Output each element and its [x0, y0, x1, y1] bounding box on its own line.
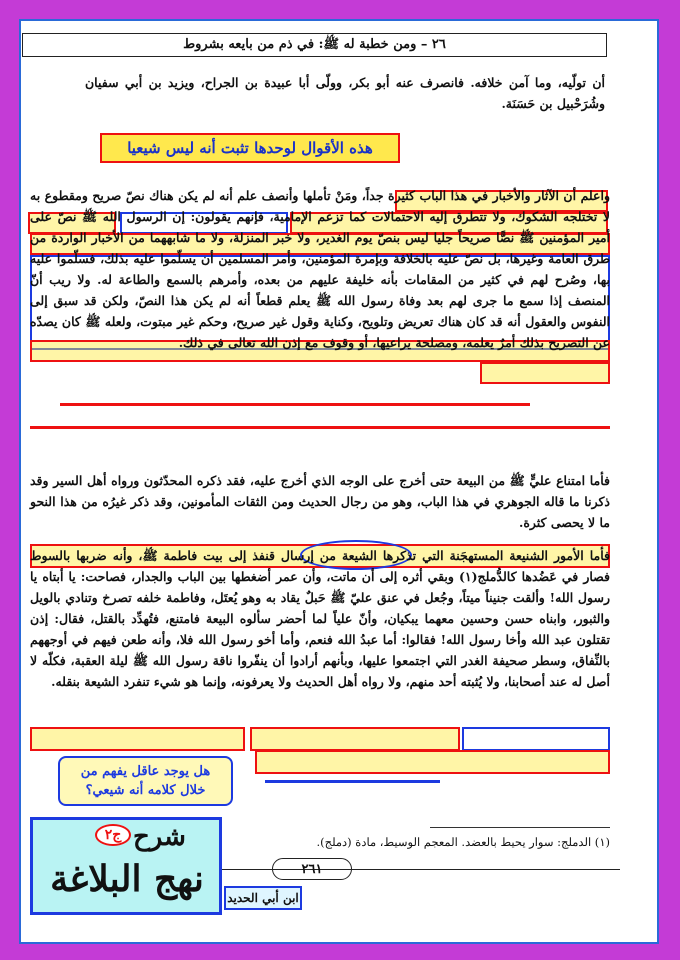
bubble-line-1: هل يوجد عاقل يفهم من: [80, 764, 211, 779]
highlight-box-13: [255, 750, 610, 774]
underline-2: [30, 426, 610, 429]
highlight-box-11: [462, 727, 610, 751]
paragraph-1: أن تولّيه، وما آمن خلافه. فانصرف عنه أبو بكر، وولّى أبا عبيدة بن الجراح، ويزيد بن أبي سفيان وشُرَحْبيل بن حَسَنَة.: [85, 75, 605, 111]
page-header: [22, 33, 607, 57]
underline-1: [60, 403, 530, 406]
underline-3: [265, 780, 440, 783]
highlight-box-10: [250, 727, 460, 751]
note-text: هذه الأقوال لوحدها تثبت أنه ليس شيعيا: [127, 139, 373, 157]
logo-word-sharh: شرح: [133, 822, 186, 852]
logo-title: نهج البلاغة: [50, 858, 204, 900]
bubble-line-2: خلال كلامه أنه شيعي؟: [85, 783, 206, 798]
paragraph-4: فأما الأمور الشنيعة المستهجَنة التي تذكرها الشيعة من إرسال قنفذ إلى بيت فاطمة ﷺ، وأنه ضربها بالسوط فصار في عَضُدها كالدُّملج(١) وبقي أثره إلى أن ماتت، وأن عمر أضغطها بين الباب والجدار، فصاحت: يا أبتاه يا رسول الله! وألقت جنيناً ميتاً، وجُعل في عنق عليّ ﷺ حَبلٌ يقاد به وهو يُعتَل، وفاطمة خلفه تصرخ وتنادي بالويل والثبور، وابناه حسن وحسين معهما يبكيان، وأنّ علياً لما أحضر سألوه البيعة فامتنع، فتُهدِّد بالقتل، فقال: إذن تقتلون عبد الله وأخا رسول الله! فقالوا: أما عبدُ الله فنعم، وأما أخو رسول الله فلا، وأنه طعن فيهم في أوجههم بالنِّفاق، وسطر صحيفة الغدر التي اجتمعوا عليها، وبأنهم أرادوا أن ينفّروا ناقة رسول الله ﷺ ليلة العقبة، فكلّه لا أصل له عند أصحابنا، ولا يُثبته أحد منهم، ولا رواه أهل الحديث ولا يعرفونه، وإنما هو شيء تنفرد الشيعة بنقله.: [30, 548, 610, 689]
footnote-divider: [430, 827, 610, 828]
highlight-box-8: [480, 362, 610, 384]
note-box: [100, 133, 400, 163]
highlight-box-12: [30, 727, 245, 751]
page-number: ٢٦١: [272, 858, 352, 880]
author-label: ابن أبي الحديد: [224, 886, 302, 910]
paragraph-3: فأما امتناع عليٍّ ﷺ من البيعة حتى أخرج على الوجه الذي أخرج عليه، فقد ذكره المحدّثون ورواه أهل السير وقد ذكرنا ما قاله الجوهري في هذا الباب، وهو من رجال الحديث ومن الثقات المأمونين، وقد ذكر غيرُه من هذا النحو ما لا يحصى كثرة.: [30, 473, 610, 530]
footnote: (١) الدملج: سوار يحيط بالعضد. المعجم الوسيط، مادة (دملج).: [316, 835, 610, 849]
comment-bubble: [58, 756, 233, 806]
book-logo: [30, 817, 222, 915]
volume-badge: ج٢: [95, 824, 131, 846]
paragraph-2: واعلم أن الآثار والأخبار في هذا الباب كثيرة جداً، ومَنْ تأملها وأنصف علم أنه لم يكن هناك نصّ صريح ومقطوع به لا تختلجه الشكوك، ولا تتطرق إليه الاحتمالات كما تزعم الإمامية، فإنهم يقولون: إن الرسول الله ﷺ نصّ على أمير المؤمنين ﷺ نصًّا صريحاً جليا ليس بنصّ يوم الغدير، ولا خبر المنزلة، ولا ما شابههما من الأخبار الواردة من طرق العامة وغيرها، بل نصّ عليه بالخلافة وبإمرة المؤمنين، وأمر المسلمين أن يسلّموا عليه بذلك، فسلّموا عليه بها، وصُرح لهم في كثير من المقامات بأنه خليفة عليهم من بعده، وأمرهم بالسمع والطاعة له. ولا ريب أنّ المنصف إذا سمع ما جرى لهم بعد وفاة رسول الله ﷺ يعلم قطعاً أنه لم يكن هذا النصّ، ولكن قد سبق إلى النفوس والعقول أنه قد كان هناك تعريض وتلويح، وكناية وقول غير صريح، وحكم غير مبتوت، ولعله ﷺ كان يصدّه عن التصريح بذلك أمرٌ يعلمه، ومصلحة يراعيها، أو وقوف مع إذن الله تعالى في ذلك.: [30, 188, 610, 350]
header-title: ٢٦ – ومن خطبة له ﷺ: في ذم من بايعه بشروط: [183, 36, 446, 52]
